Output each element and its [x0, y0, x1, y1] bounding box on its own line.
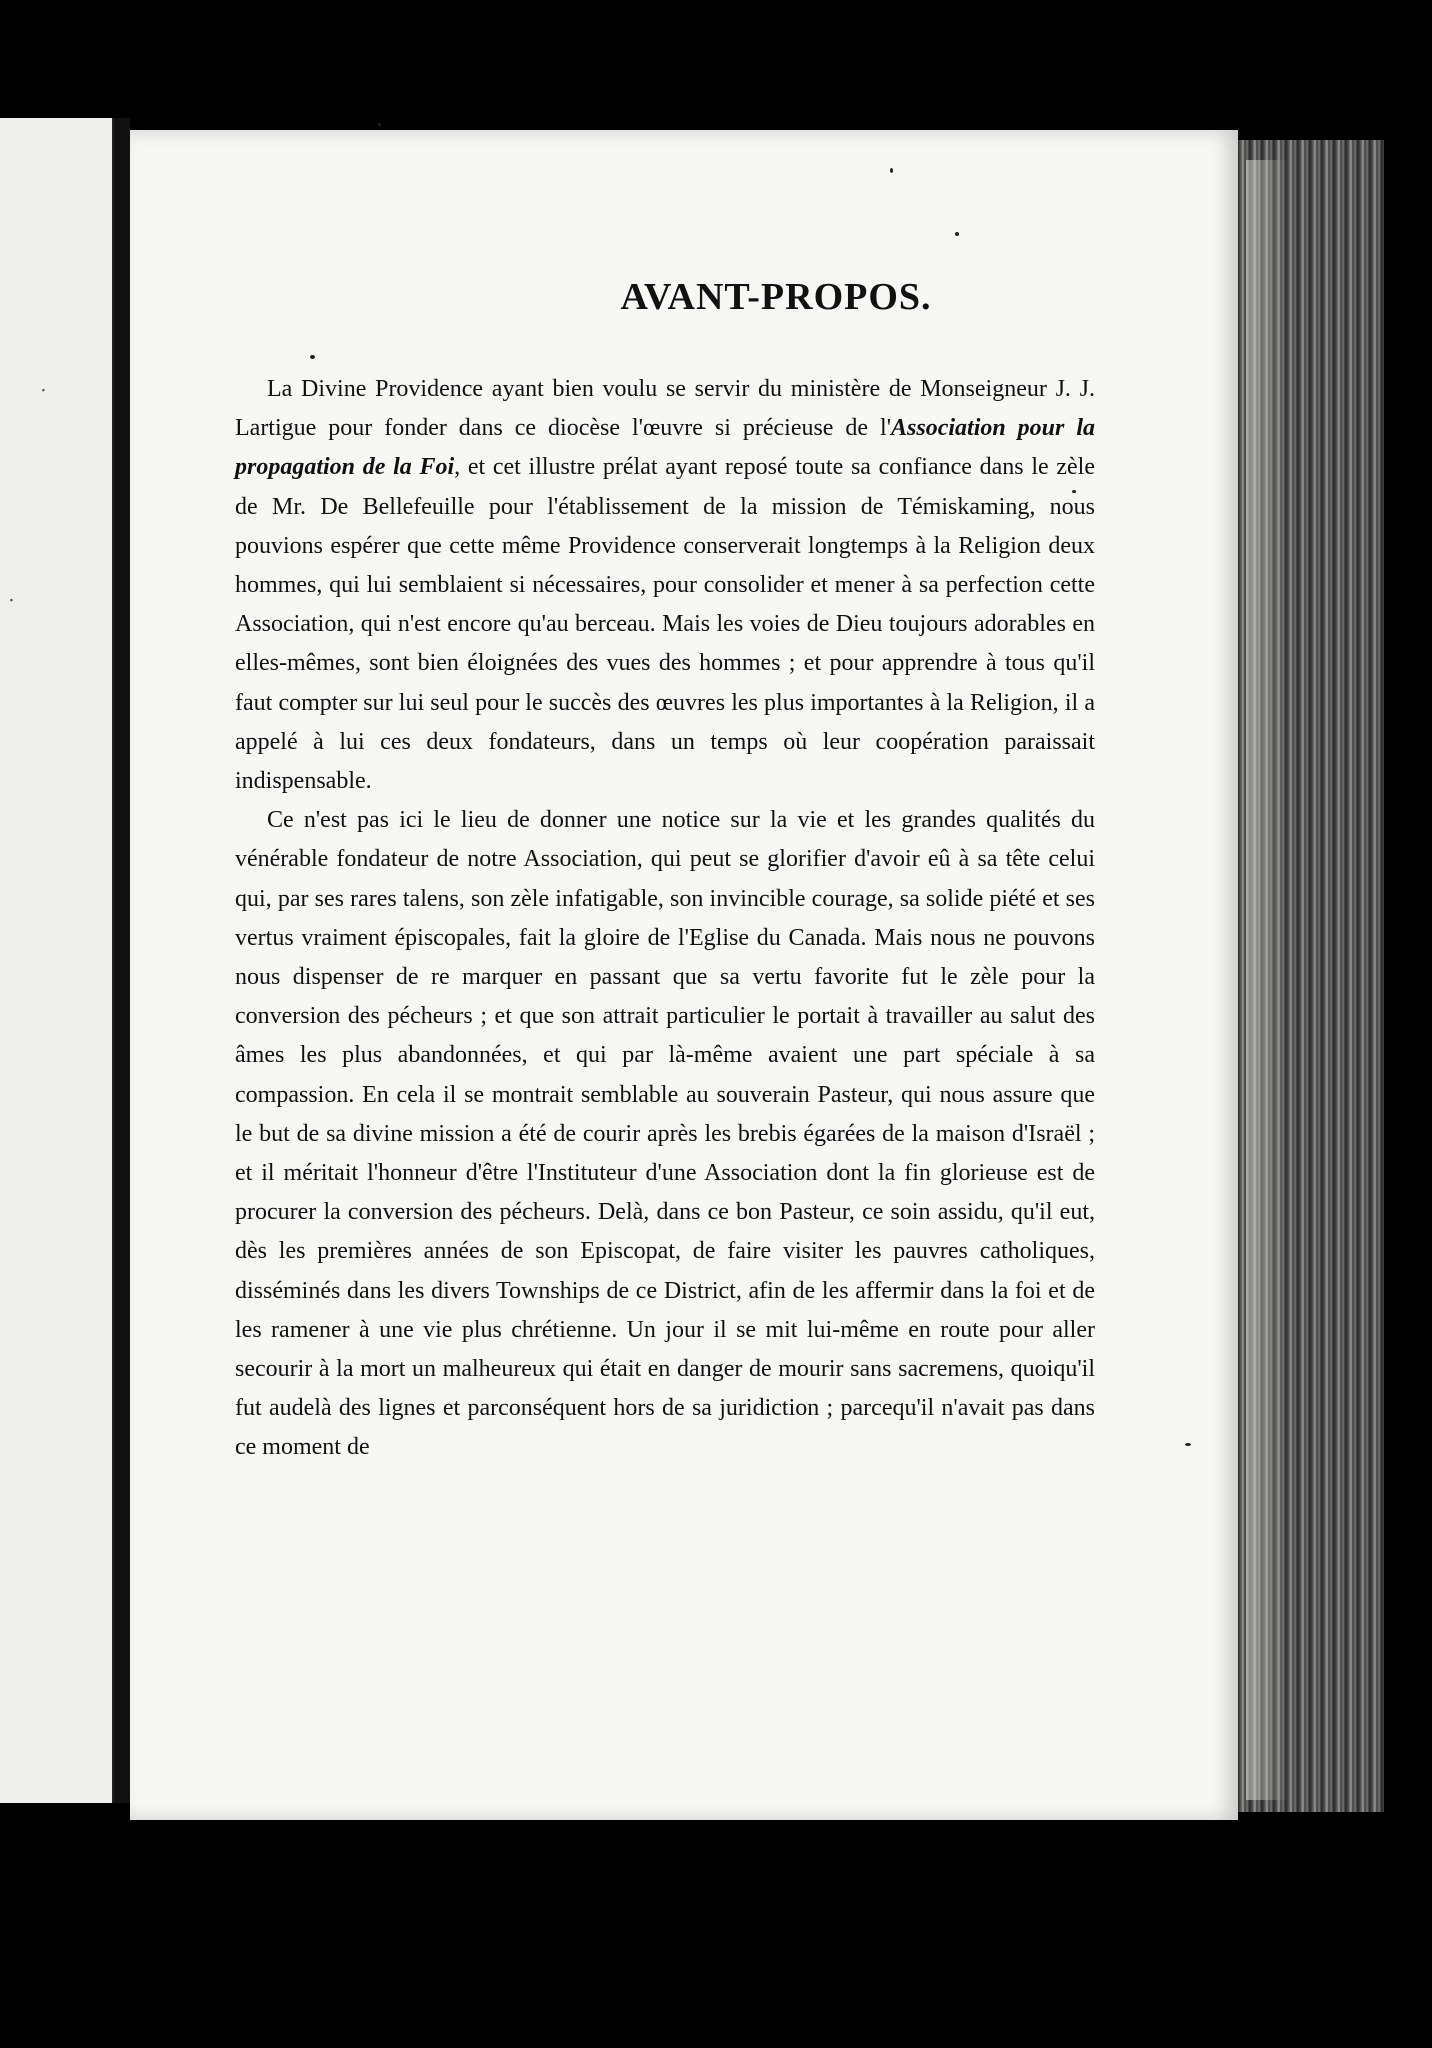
ink-speck — [310, 355, 315, 359]
ink-speck — [890, 168, 893, 173]
page-title: AVANT-PROPOS. — [620, 276, 932, 318]
paragraph-2: Ce n'est pas ici le lieu de donner une notice sur la vie et les grandes qualités du vénérable fondateur de notre Association, qui peut se glorifier d'avoir eû à sa tête celui qui, par ses rares talens, son zèle infatigable, son invincible courage, sa solide piété et ses vertus vraiment épiscopales, fait la gloire de l'Eglise du Canada. Mais nous ne pouvons nous dispenser de re marquer en passant que sa vertu favorite fut le zèle pour la conversion des pécheurs ; et que son attrait particulier le portait à travailler au salut des âmes les plus abandonnées, et qui par là-même avaient une part spéciale à sa compassion. En cela il se montrait semblable au souverain Pasteur, qui nous assure que le but de sa divine mission a été de courir après les brebis égarées de la maison d'Israël ; et il méritait l'honneur d'être l'Instituteur d'une Association dont la fin glorieuse est de procurer la conversion des pécheurs. Delà, dans ce bon Pasteur, ce soin assidu, qu'il eut, dès les premières années de son Episcopat, de faire visiter les pauvres catholiques, disséminés dans les divers Townships de ce District, afin de les affermir dans la foi et de les ramener à une vie plus chrétienne. Un jour il se mit lui-même en route pour aller secourir à la mort un malheureux qui était en danger de mourir sans sacremens, quoiqu'il fut audelà des lignes et parconséquent hors de sa juridiction ; parcequ'il n'avait pas dans ce moment de — [235, 807, 1095, 1461]
paragraph-1-rest: , et cet illustre prélat ayant reposé toute sa confiance dans le zèle de Mr. De Bellefeuille pour l'établissement de la mission de Témiskaming, nous pouvions espérer que cette même Providence conserverait longtemps à la Religion deux hommes, qui lui semblaient si nécessaires, pour consolider et mener à sa perfection cette Association, qui n'est encore qu'au berceau. Mais les voies de Dieu toujours adorables en elles-mêmes, sont bien éloignées des vues des hommes ; et pour apprendre à tous qu'il faut compter sur lui seul pour le succès des œuvres les plus importantes à la Religion, il a appelé à lui ces deux fondateurs, dans un temps où leur coopération paraissait indispensable. — [235, 454, 1095, 795]
book-gutter — [114, 118, 130, 1803]
ink-speck — [1185, 1443, 1191, 1446]
paragraph-1 — [235, 370, 1095, 801]
ink-speck — [955, 232, 959, 236]
ink-speck — [378, 123, 381, 126]
paragraph-1-start: La Divine Providence ayant bien voulu se servir du ministère de Monseigneur J. J. Lartigue pour fonder dans ce diocèse l'œuvre si précieuse de l' — [235, 376, 1095, 442]
facing-page — [0, 118, 114, 1803]
body-text — [235, 370, 1095, 1468]
ink-speck: ⋅ — [8, 590, 15, 612]
page-edge-highlight — [1246, 160, 1286, 1800]
italic-association-name: Association pour la propagation de la Foi — [235, 415, 1095, 481]
ink-speck: ⋅ — [40, 380, 47, 402]
